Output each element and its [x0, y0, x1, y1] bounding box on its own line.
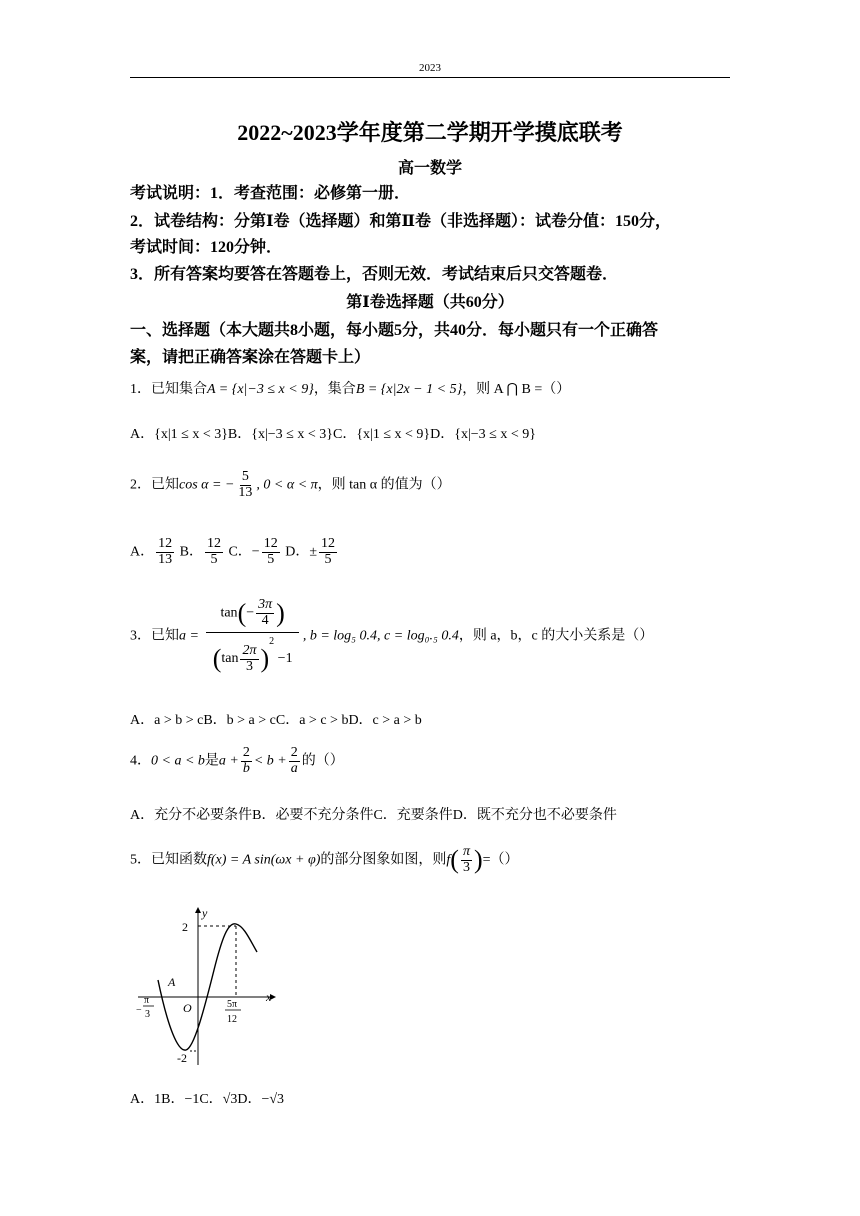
x-neg-num: π	[144, 995, 150, 1006]
header-rule	[130, 77, 730, 78]
x-neg-den: 3	[145, 1009, 150, 1020]
instruction-line-1: 考试说明：1．考查范围：必修第一册．	[130, 185, 411, 202]
question-5-stem: 5．已知函数f(x) = A sin(ωx + φ)的部分图象如图，则f( $\frac{\pi}{3}$ )=（）	[130, 844, 519, 875]
exam-title: 2022~2023学年度第二学期开学摸底联考	[237, 120, 623, 145]
instruction-line-3: 3．所有答案均要答在答题卷上，否则无效．考试结束后只交答题卷．	[130, 266, 619, 283]
question-4-stem: 4．0 < a < b是a + $\frac{2}{b}$ < b + $\frac{2}{a}$ 的（）	[130, 745, 344, 776]
question-5-options: A．1B．−1C．√3D．−√3	[130, 1092, 285, 1107]
question-1-options: A．{x|1 ≤ x < 3}B．{x|−3 ≤ x < 3}C．{x|1 ≤ x < 9}D．{x|−3 ≤ x < 9}	[130, 427, 536, 442]
point-a-label: A	[168, 975, 176, 989]
question-4-options: A．充分不必要条件B．必要不充分条件C．充要条件D．既不充分也不必要条件	[130, 808, 617, 823]
question-1-stem: 1．已知集合A = {x|−3 ≤ x < 9}，集合B = {x|2x − 1 < 5}，则 A ⋂ B =（）	[130, 382, 571, 397]
question-2-stem: 2．已知cos α = − $\frac{5}{13}$ , 0 < α < π，则 tan α 的值为（）	[130, 469, 451, 500]
y-min-label: -2	[177, 1051, 187, 1065]
exam-subtitle: 高一数学	[397, 160, 462, 177]
x-axis-label: x	[266, 990, 272, 1004]
part-instruction-line-1: 一、选择题（本大题共8小题，每小题5分，共40分．每小题只有一个正确答	[130, 322, 659, 339]
x-pos-den: 12	[227, 1014, 237, 1025]
question-3-options: A．a > b > cB．b > a > cC．a > c > bD．c > a > b	[130, 713, 422, 728]
instruction-line-2b: 考试时间：120分钟．	[130, 239, 283, 256]
y-max-label: 2	[182, 920, 188, 934]
section-title: 第Ⅰ卷选择题（共60分）	[346, 294, 514, 311]
x-neg-sign: −	[136, 1005, 142, 1016]
sine-graph	[130, 900, 290, 1070]
instruction-line-2: 2．试卷结构：分第Ⅰ卷（选择题）和第Ⅱ卷（非选择题）：试卷分值：150分，	[130, 213, 671, 230]
origin-label: O	[183, 1001, 192, 1015]
question-2-options: A． $\frac{12}{13}$ B． $\frac{12}{5}$ C．− $\frac{12}{5}$ D．± $\frac{12}{5}$	[130, 536, 335, 567]
page-header-year: 2023	[419, 62, 441, 74]
question-3-stem: 3．已知a = tan(− $\frac{3\pi}{4}$ ) (tan $\frac{2\pi}{3}$ )$^2$ −1 , b = log₅ 0.4, c = log₀.₅ 0.4，则 a，b，c 的大小关系是（）	[130, 597, 654, 674]
y-axis-label: y	[202, 906, 208, 920]
x-pos-num: 5π	[227, 999, 238, 1010]
part-instruction-line-2: 案，请把正确答案涂在答题卡上）	[130, 349, 371, 366]
